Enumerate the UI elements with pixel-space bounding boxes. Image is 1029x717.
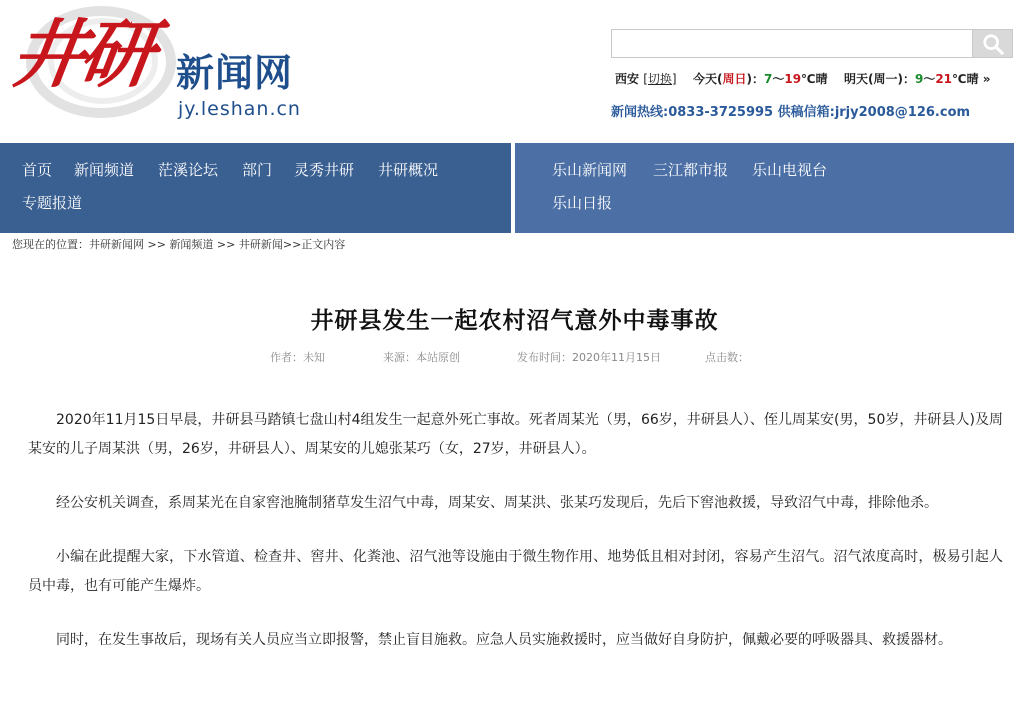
search-icon: [982, 33, 1004, 55]
weather-today-high: 19: [784, 72, 802, 86]
search-input[interactable]: [611, 29, 972, 58]
nav-item-leshan-tv[interactable]: 乐山电视台: [752, 161, 828, 179]
breadcrumb-separator: >>: [213, 238, 239, 251]
breadcrumb-separator: >>: [282, 238, 302, 251]
nav-primary: [0, 143, 511, 233]
nav-partners: [515, 143, 1014, 233]
site-logo[interactable]: [5, 4, 328, 136]
weather-today-day: 周日: [722, 72, 747, 86]
nav-item-sanjiang-daily[interactable]: 三江都市报: [653, 161, 729, 179]
weather-today-close: )：: [746, 72, 764, 86]
article-paragraph: 同时，在发生事故后，现场有关人员应当立即报警，禁止盲目施救。应急人员实施救援时，应当做好自身防护，佩戴必要的呼吸器具、救援器材。: [56, 632, 952, 648]
nav-item-overview[interactable]: 井研概况: [378, 161, 439, 179]
search-bar: [611, 29, 1013, 58]
breadcrumb-link-home[interactable]: 井研新闻网: [89, 238, 144, 251]
nav-item-lingxiu[interactable]: 灵秀井研: [294, 161, 355, 179]
logo-site-name: 新闻网: [176, 50, 294, 95]
article-clicks: 点击数：: [705, 351, 749, 364]
weather-switch-link[interactable]: [切换]: [643, 72, 677, 86]
nav-item-leshan-daily[interactable]: 乐山日报: [552, 194, 613, 212]
logo-domain: jy.leshan.cn: [178, 98, 301, 120]
weather-today-label: 今天(: [692, 72, 723, 86]
article-body: [28, 406, 1003, 680]
news-hotline: 新闻热线:0833-3725995 供稿信箱:jrjy2008@126.com: [611, 105, 971, 120]
weather-tomorrow-label: 明天(周一)：: [843, 72, 915, 86]
site-header: [0, 0, 1029, 143]
logo-brush-text: 井研: [5, 12, 155, 98]
search-button[interactable]: [972, 29, 1013, 58]
breadcrumb-separator: >>: [144, 238, 170, 251]
article-source: 来源：本站原创: [383, 351, 460, 364]
article-date: 发布时间：2020年11月15日: [517, 351, 661, 364]
weather-tomorrow-low: 9: [914, 72, 924, 86]
weather-more-icon[interactable]: »: [982, 72, 991, 86]
weather-bar: [615, 70, 1025, 87]
breadcrumb-link-channel[interactable]: 新闻频道: [169, 238, 214, 251]
article-paragraph: 小编在此提醒大家，下水管道、检查井、窖井、化粪池、沼气池等设施由于微生物作用、地势低且相对封闭，容易产生沼气。沼气浓度高时，极易引起人员中毒，也有可能产生爆炸。: [28, 549, 1003, 594]
nav-item-home[interactable]: 首页: [22, 161, 53, 179]
weather-tomorrow-sep: ～: [923, 72, 936, 86]
article-title: 井研县发生一起农村沼气意外中毒事故: [310, 308, 719, 334]
nav-item-forum[interactable]: 茫溪论坛: [158, 161, 219, 179]
weather-tomorrow-desc: ℃晴: [952, 72, 979, 86]
nav-item-departments[interactable]: 部门: [242, 161, 273, 179]
article-paragraph: 经公安机关调查，系周某光在自家窖池腌制猪草发生沼气中毒，周某安、周某洪、张某巧发现后，先后下窖池救援，导致沼气中毒，排除他杀。: [56, 495, 938, 511]
weather-today-sep: ～: [772, 72, 785, 86]
breadcrumb-prefix: 您现在的位置：: [12, 238, 89, 251]
weather-today-low: 7: [763, 72, 773, 86]
weather-city: 西安: [615, 72, 640, 86]
nav-item-special-reports[interactable]: 专题报道: [22, 194, 83, 212]
article-author: 作者：未知: [270, 351, 325, 364]
article-paragraph: 2020年11月15日早晨，井研县马踏镇七盘山村4组发生一起意外死亡事故。死者周某光（男，66岁，井研县人）、侄儿周某安(男，50岁，井研县人)及周某安的儿子周某洪（男，26岁，井研县人）、周某安的儿媳张某巧（女，27岁，井研县人）。: [28, 412, 1003, 457]
weather-tomorrow-high: 21: [935, 72, 953, 86]
breadcrumb-link-jy-news[interactable]: 井研新闻: [238, 238, 283, 251]
main-nav: [0, 143, 1029, 233]
weather-today-desc: ℃晴: [801, 72, 828, 86]
nav-item-news-channel[interactable]: 新闻频道: [74, 161, 135, 179]
nav-item-leshan-news[interactable]: 乐山新闻网: [552, 161, 628, 179]
breadcrumb-current: 正文内容: [301, 238, 346, 251]
breadcrumb: [12, 236, 345, 252]
